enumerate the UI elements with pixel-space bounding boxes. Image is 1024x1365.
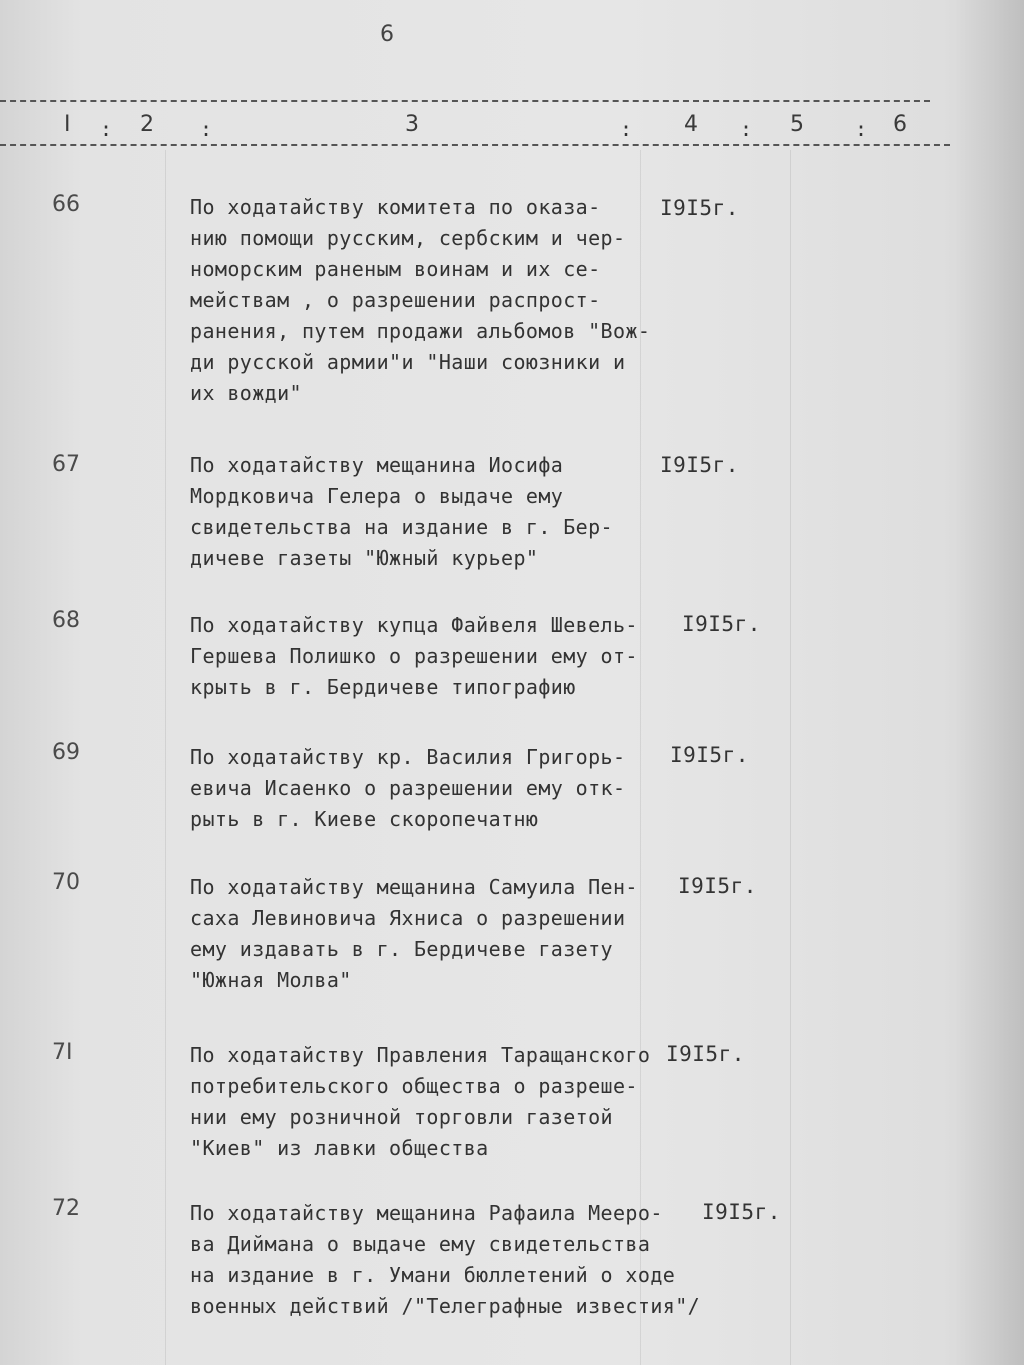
column-separator: : [855,117,868,141]
entry-year: I9I5г. [666,1042,745,1066]
entry-description: По ходатайству кр. Василия Григорь- евича Исаенко о разрешении ему отк- рыть в г. Киеве скоропечатню [190,745,626,831]
column-separator: : [100,117,113,141]
entry-year: I9I5г. [660,196,739,220]
column-header-6: 6 [893,112,907,137]
entry-description: По ходатайству мещанина Иосифа Мордковича Гелера о выдаче ему свидетельства на издание в г. Бер- дичеве газеты "Южный курьер" [190,453,613,570]
column-separator: : [740,117,753,141]
entry-number: 70 [52,870,80,895]
column-header-2: 2 [140,112,154,137]
entry-description: По ходатайству купца Файвеля Шевель- Гершева Полишко о разрешении ему от- крыть в г. Бердичеве типографию [190,613,638,699]
entry-number: 72 [52,1196,80,1221]
entry-description: По ходатайству комитета по оказа- нию помощи русским, сербским и чер- номорским раненым воинам и их се- мействам , о разрешении распрост- ранения, путем продажи альбомов "Вож- ди русской армии"и "Наши союзники и их вожди" [190,195,651,405]
entry-year: I9I5г. [702,1200,781,1224]
entry-description: По ходатайству мещанина Самуила Пен- саха Левиновича Яхниса о разрешении ему издавать в г. Бердичеве газету "Южная Молва" [190,875,638,992]
page-edge-shadow [954,0,1024,1365]
entry-number: 7I [52,1040,73,1065]
entry-year: I9I5г. [660,453,739,477]
header-bottom-rule [0,144,950,146]
column-header-5: 5 [790,112,804,137]
page-number: 6 [380,22,394,47]
column-separator: : [200,117,213,141]
entry-number: 68 [52,608,80,633]
entry-number: 67 [52,452,80,477]
column-header-4: 4 [684,112,698,137]
entry-year: I9I5г. [670,743,749,767]
entry-year: I9I5г. [678,874,757,898]
entry-number: 66 [52,192,80,217]
column-guide [790,150,791,1365]
entry-description: По ходатайству Правления Таращанского потребительского общества о разреше- нии ему розничной торговли газетой "Киев" из лавки общества [190,1043,651,1160]
column-separator: : [620,117,633,141]
entry-description: По ходатайству мещанина Рафаила Мееро- ва Диймана о выдаче ему свидетельства на издание в г. Умани бюллетений о ходе военных действий /"Телеграфные известия"/ [190,1201,701,1318]
entry-year: I9I5г. [682,612,761,636]
column-header-1: I [64,112,71,137]
column-header-3: 3 [405,112,419,137]
column-guide [165,150,166,1365]
header-top-rule [0,100,930,102]
entry-number: 69 [52,740,80,765]
